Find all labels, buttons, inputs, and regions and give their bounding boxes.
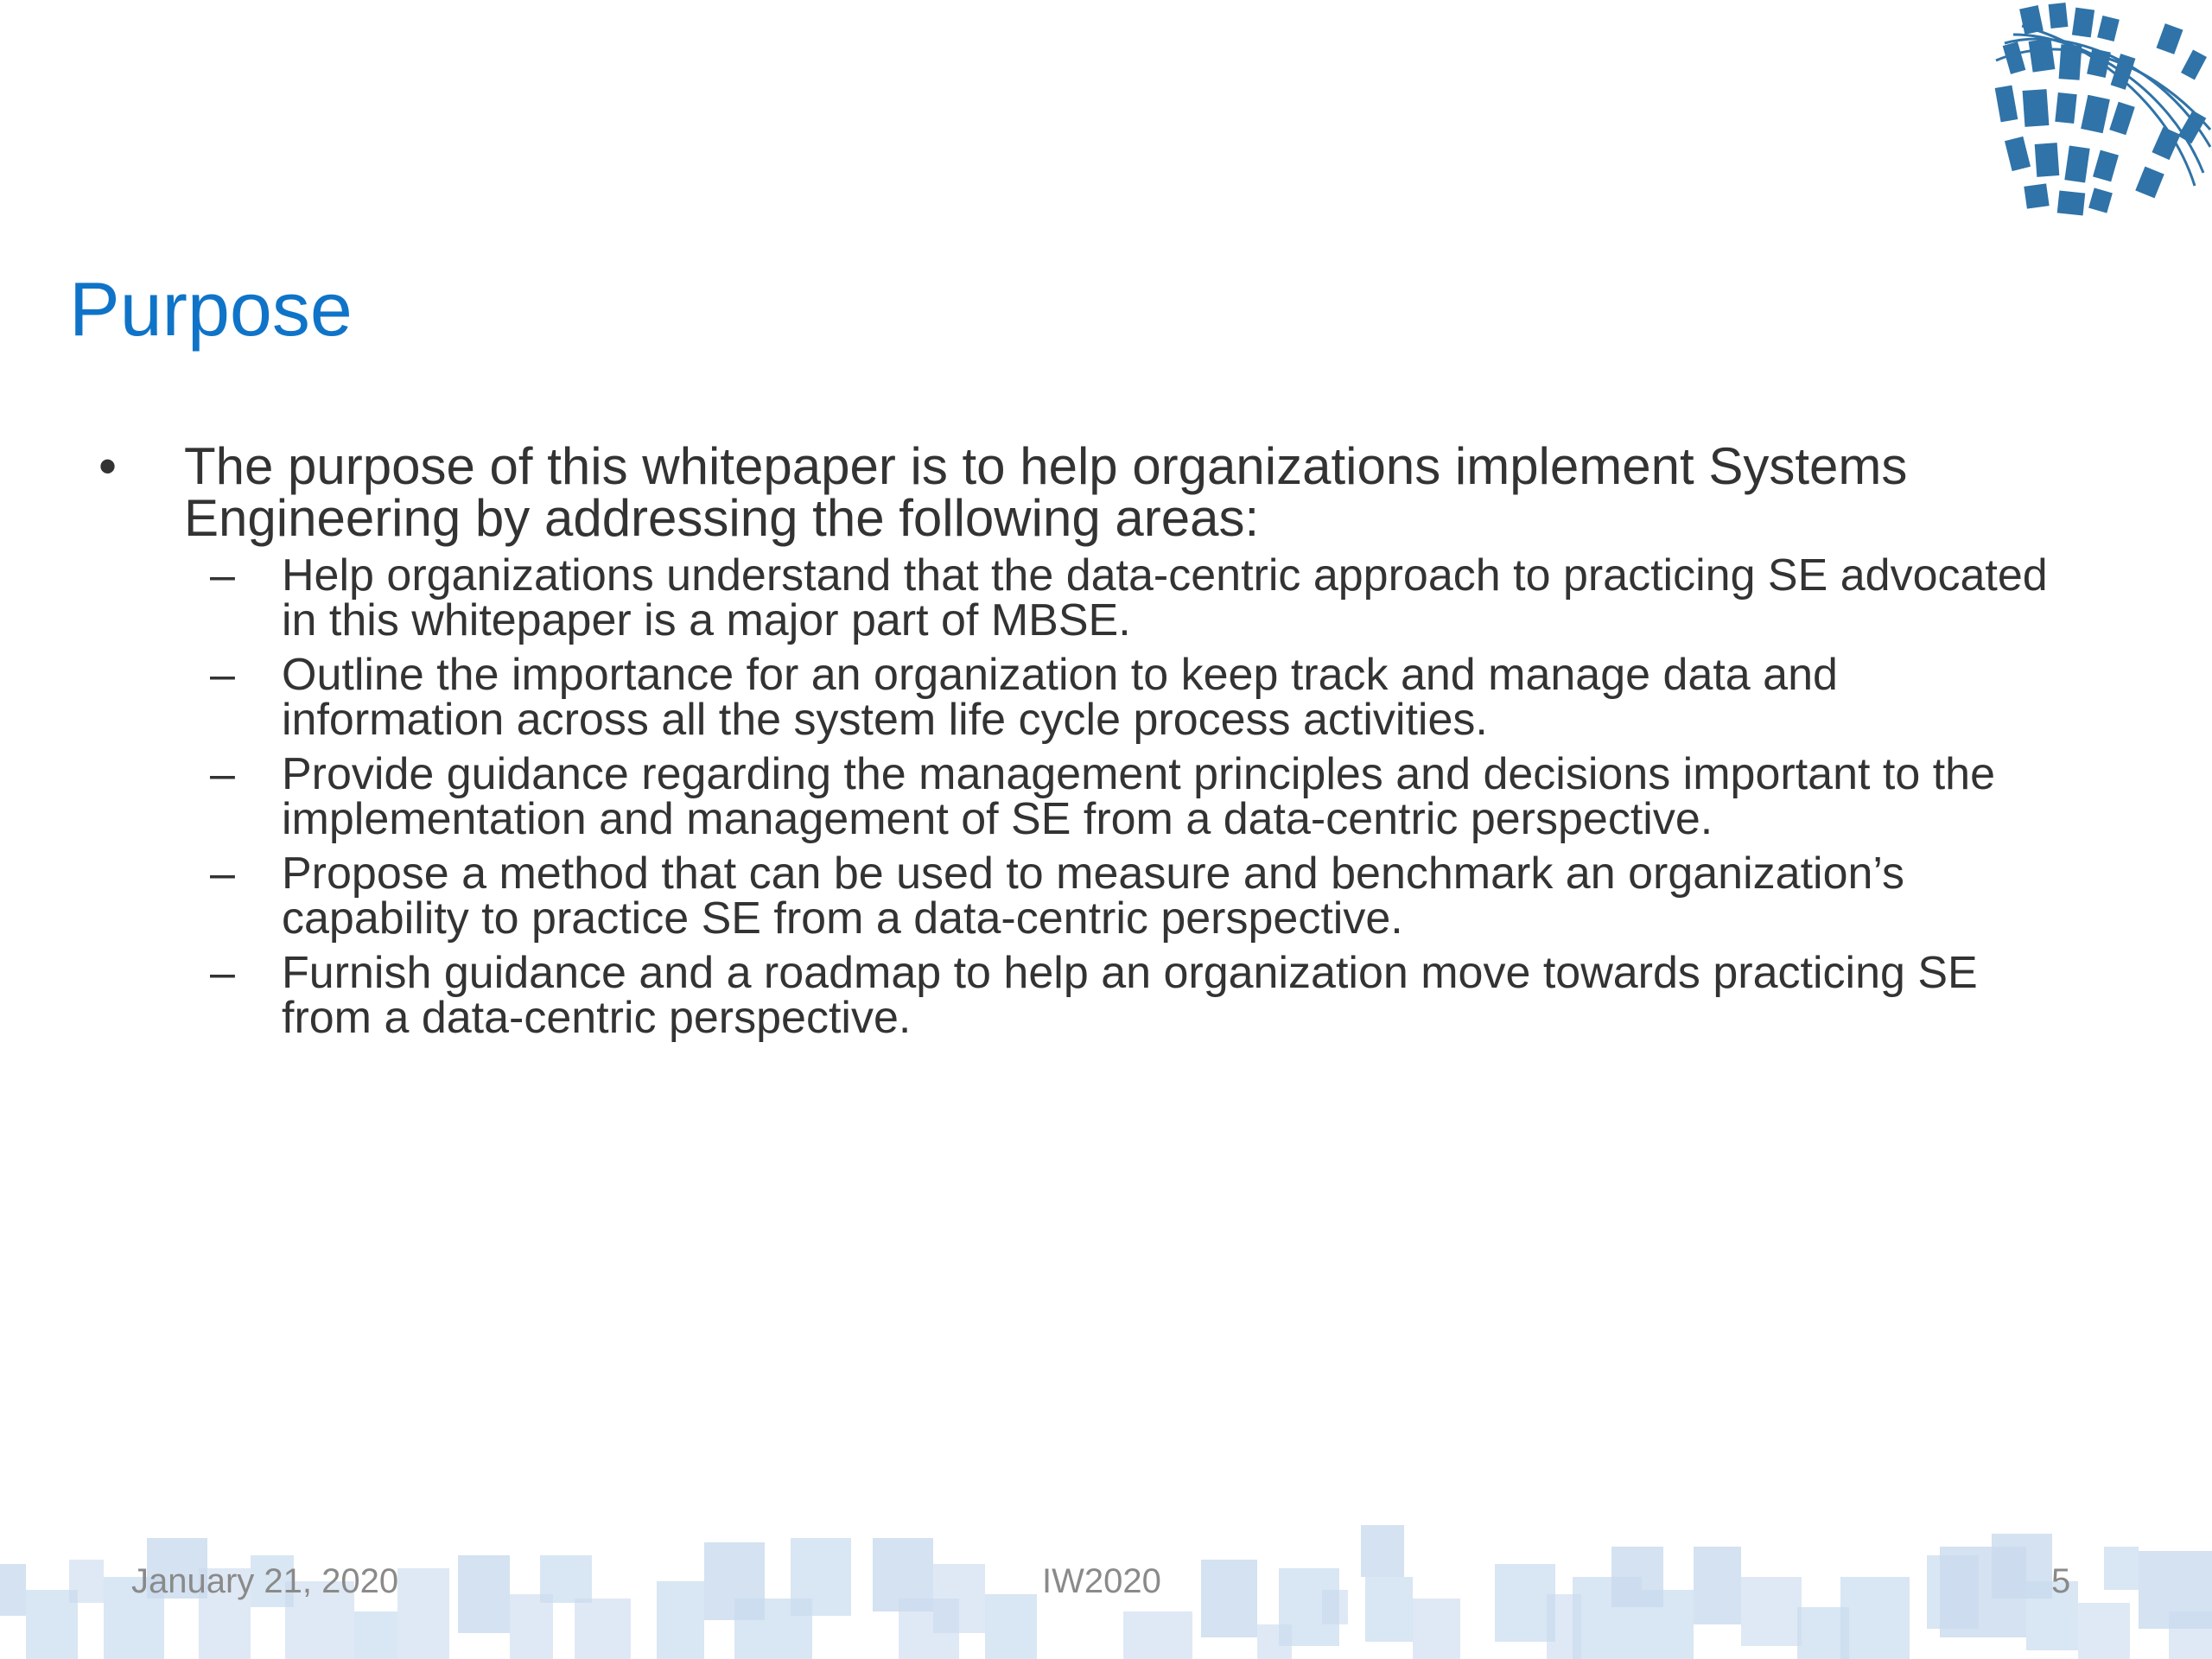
sub-bullet-text: Furnish guidance and a roadmap to help an organization move towards practicing SE from a data-centric perspective. — [282, 948, 1978, 1043]
dash-icon: – — [210, 550, 235, 601]
slide-title: Purpose — [69, 266, 353, 352]
dash-icon: – — [210, 650, 235, 700]
slide-content — [69, 437, 2056, 1050]
sub-bullet-text: Provide guidance regarding the management principles and decisions important to the implementation and management of SE from a data-centric perspective. — [282, 749, 1995, 844]
footer-date: January 21, 2020 — [131, 1562, 399, 1600]
bullet-dot-icon: • — [99, 437, 118, 495]
sub-bullet-item — [69, 550, 2056, 645]
dash-icon: – — [210, 849, 235, 899]
sub-bullet-text: Outline the importance for an organization to keep track and manage data and information across all the system life cycle process activities. — [282, 650, 1838, 745]
footer-event-name: IW2020 — [1042, 1562, 1161, 1600]
bullet-item — [69, 437, 2056, 1043]
bullet-text: The purpose of this whitepaper is to help organizations implement Systems Engineering by addressing the following areas: — [184, 437, 1908, 547]
sub-bullet-text: Propose a method that can be used to measure and benchmark an organization’s capability to practice SE from a data-centric perspective. — [282, 849, 1905, 944]
dash-icon: – — [210, 749, 235, 799]
globe-logo-icon — [1987, 0, 2212, 229]
sub-bullet-text: Help organizations understand that the data-centric approach to practicing SE advocated in this whitepaper is a major part of MBSE. — [282, 550, 2048, 645]
footer-page-number: 5 — [2051, 1562, 2071, 1600]
sub-bullet-list — [184, 550, 2056, 1043]
sub-bullet-item — [69, 650, 2056, 745]
sub-bullet-item — [69, 849, 2056, 944]
sub-bullet-item — [69, 948, 2056, 1043]
sub-bullet-item — [69, 749, 2056, 844]
dash-icon: – — [210, 948, 235, 998]
